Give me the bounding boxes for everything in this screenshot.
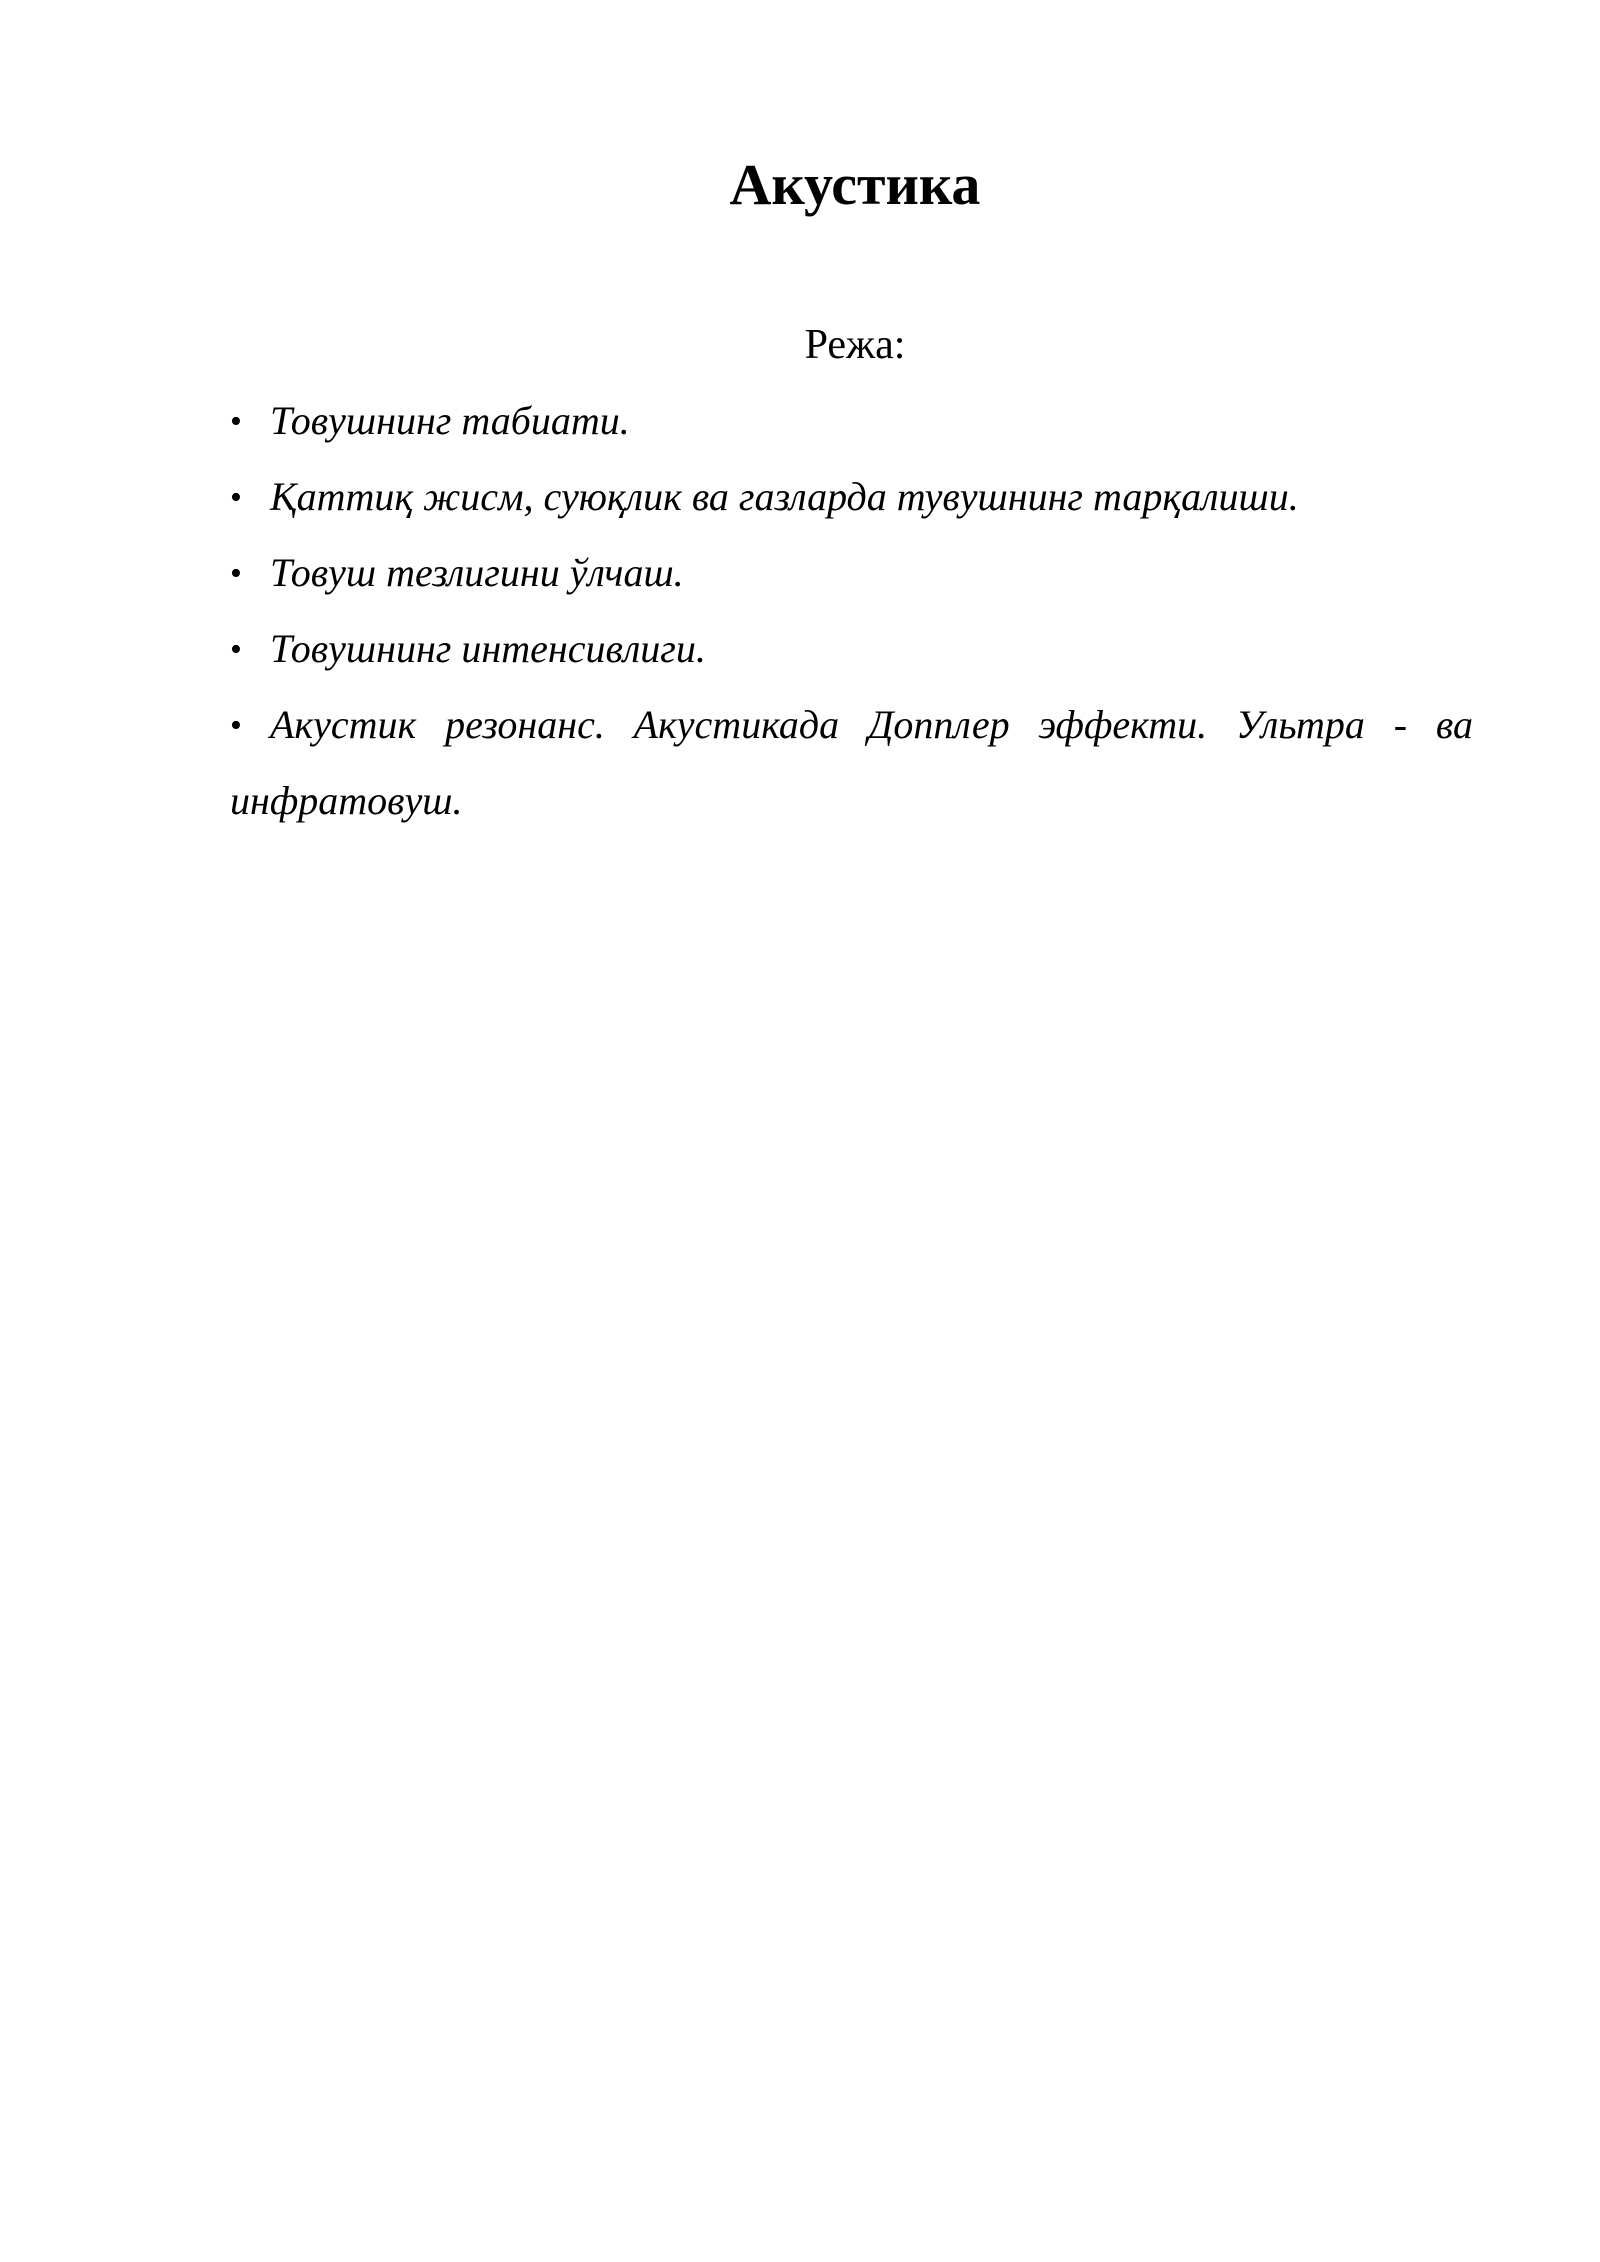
plan-item-text: Қаттиқ жисм, суюқлик ва газларда тувушнинг тарқалиши. <box>270 474 1299 519</box>
plan-item <box>230 611 1473 687</box>
plan-item-text: Товушнинг интенсивлиги. <box>270 626 706 671</box>
plan-heading: Режа: <box>804 322 906 368</box>
bullet-icon: • <box>230 707 242 744</box>
bullet-icon: • <box>230 631 242 668</box>
plan-list <box>230 383 1473 838</box>
bullet-icon: • <box>230 403 242 440</box>
plan-item <box>230 535 1473 611</box>
plan-item-text: Товушнинг табиати. <box>270 398 630 443</box>
bullet-icon: • <box>230 479 242 516</box>
plan-item <box>230 383 1473 459</box>
plan-item-text: Акустик резонанс. Акустикада Допплер эффекти. Ультра - ва инфратовуш. <box>230 702 1473 823</box>
plan-item-text: Товуш тезлигини ўлчаш. <box>270 550 684 595</box>
bullet-icon: • <box>230 555 242 592</box>
document-title: Акустика <box>729 152 981 217</box>
plan-item <box>230 459 1473 535</box>
plan-item <box>230 687 1473 838</box>
